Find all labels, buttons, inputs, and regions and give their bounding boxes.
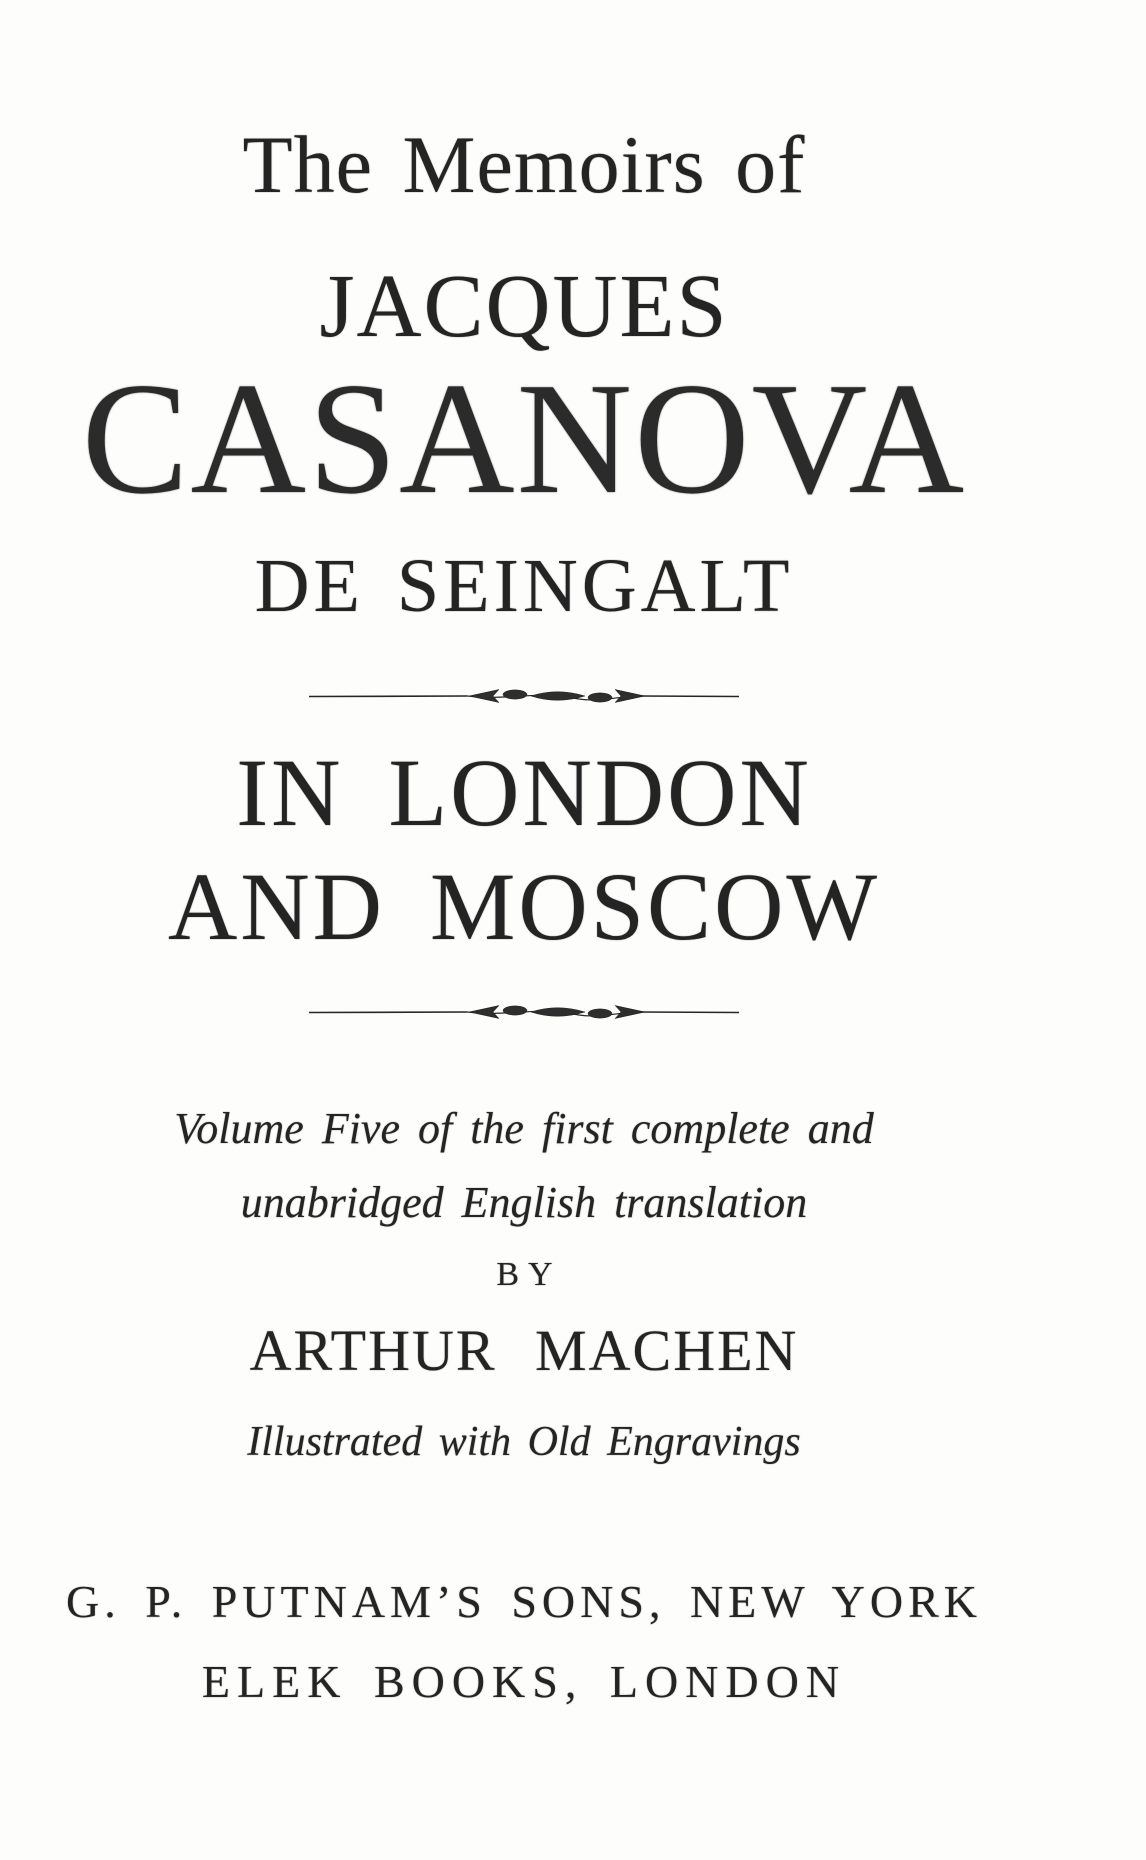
publisher-line-london: ELEK BOOKS, LONDON (201, 1656, 847, 1707)
series-title: The Memoirs of (242, 119, 806, 210)
author-first-name: JACQUES (319, 257, 729, 356)
author-last-name: CASANOVA (81, 349, 967, 527)
edition-note-line2: unabridged English translation (240, 1178, 808, 1227)
translator-name: ARTHUR MACHEN (249, 1318, 799, 1383)
ornament-divider-icon (309, 1001, 739, 1023)
illustration-note: Illustrated with Old Engravings (247, 1419, 801, 1465)
author-name-suffix: DE SEINGALT (254, 544, 794, 628)
publisher-line-new-york: G. P. PUTNAM’S SONS, NEW YORK (66, 1576, 982, 1627)
ornament-divider-icon (309, 685, 739, 707)
byline-prefix: BY (496, 1256, 562, 1293)
volume-title-line2: AND MOSCOW (167, 853, 881, 960)
edition-note-line1: Volume Five of the first complete and (174, 1104, 874, 1153)
volume-title-line1: IN LONDON (236, 739, 812, 846)
